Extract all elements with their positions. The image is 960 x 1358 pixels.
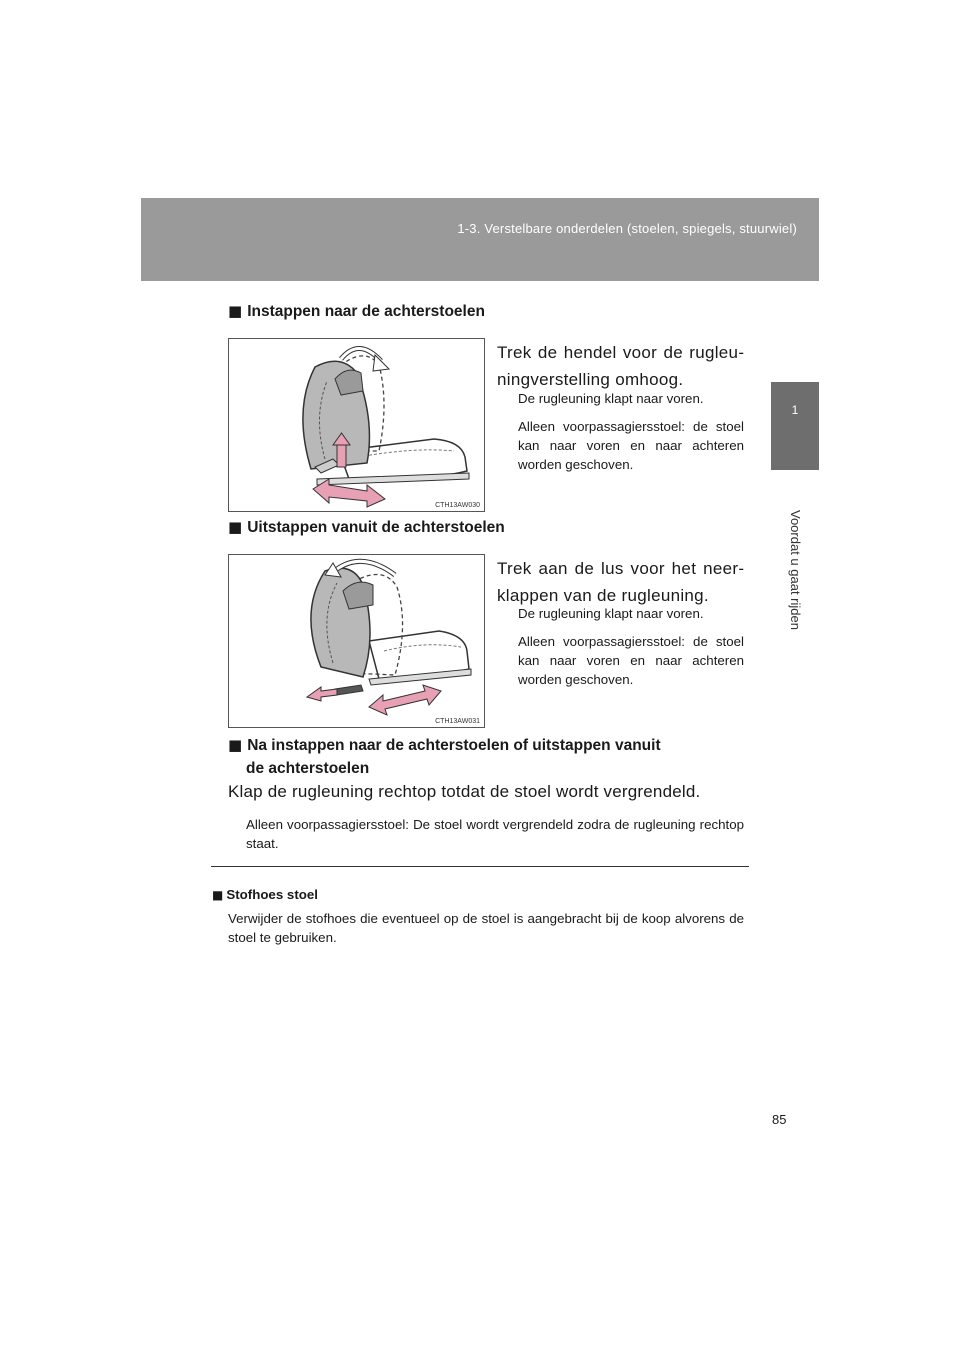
footnote-text: Verwijder de stofhoes die eventueel op de stoel is aangebracht bij de koop alvorens de stoel te gebruiken. [228, 911, 744, 945]
header-band [141, 198, 819, 281]
seat-illustration-lever [228, 338, 485, 512]
chapter-tab [771, 382, 819, 470]
figure-code: CTH13AW030 [435, 502, 480, 509]
section-heading-na-instappen: ■ Na instappen naar de achterstoelen of uitstappen vanuit [228, 736, 661, 754]
seat-loop-drawing [229, 555, 484, 727]
section-heading-uitstappen: ■ Uitstappen vanuit de achterstoelen [228, 518, 505, 536]
note-text: De rugleuning klapt naar voren. [518, 606, 704, 621]
page-number: 85 [772, 1112, 787, 1127]
seat-illustration-loop [228, 554, 485, 728]
figure-code: CTH13AW031 [435, 718, 480, 725]
square-bullet-icon: ■ [212, 888, 224, 902]
instruction-lead: Trek de hendel voor de rugleuningverstelling omhoog. [497, 343, 744, 389]
square-bullet-icon: ■ [228, 736, 243, 754]
section-heading-line2: de achterstoelen [246, 760, 370, 777]
square-bullet-icon: ■ [228, 518, 243, 536]
note-text: Alleen voorpassagiersstoel: de stoel kan naar voren en naar achteren worden geschoven. [518, 419, 744, 472]
chapter-title: Voordat u gaat rijden [788, 510, 803, 630]
note-text: Alleen voorpassagiersstoel: De stoel wordt vergrendeld zodra de rugleuning rechtop staat. [246, 817, 744, 851]
instruction-lead: Trek aan de lus voor het neerklappen van de rugleuning. [497, 559, 744, 605]
note-text: De rugleuning klapt naar voren. [518, 391, 704, 406]
section-header-title: 1-3. Verstelbare onderdelen (stoelen, spiegels, stuurwiel) [457, 221, 797, 236]
instruction-lead: Klap de rugleuning rechtop totdat de stoel wordt vergrendeld. [228, 782, 701, 801]
section-divider [211, 866, 749, 867]
note-text: Alleen voorpassagiersstoel: de stoel kan naar voren en naar achteren worden geschoven. [518, 634, 744, 687]
section-heading-instappen: ■ Instappen naar de achterstoelen [228, 302, 485, 320]
footnote-heading: ■ Stofhoes stoel [212, 887, 318, 902]
seat-lever-drawing [229, 339, 484, 511]
square-bullet-icon: ■ [228, 302, 243, 320]
chapter-number: 1 [791, 403, 799, 417]
